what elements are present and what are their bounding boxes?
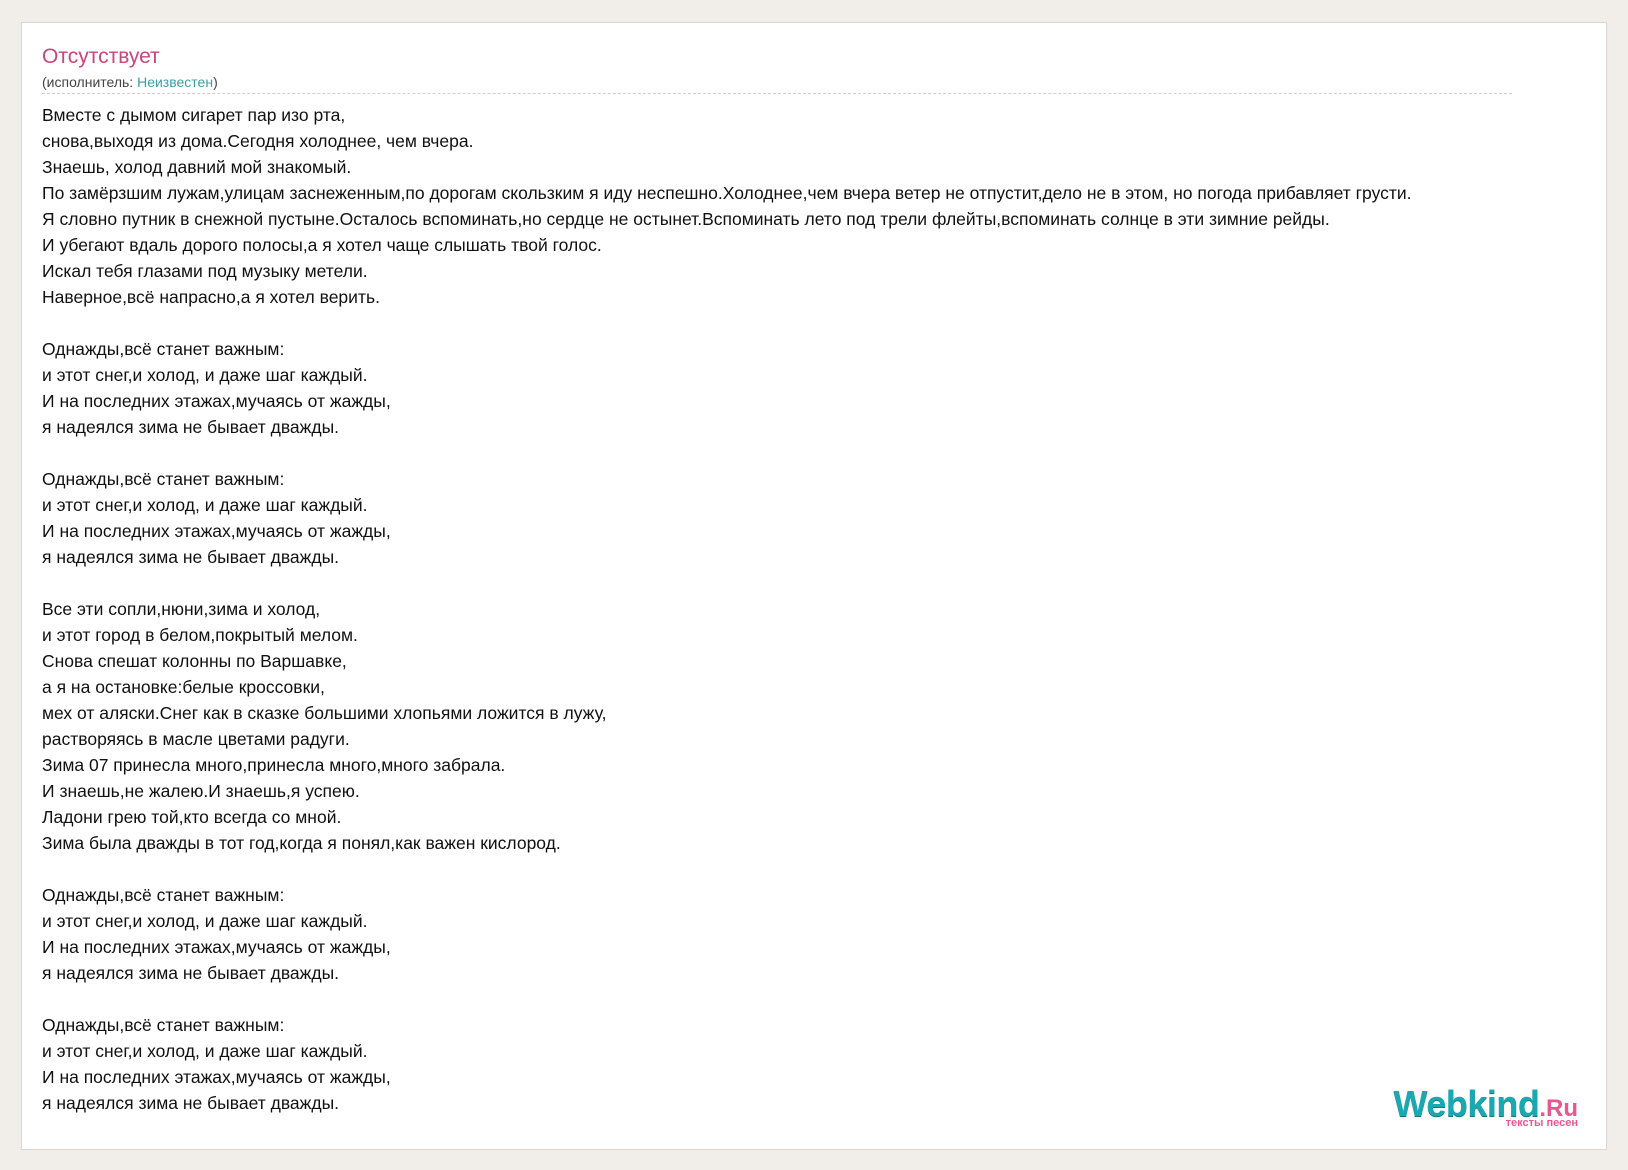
lyric-line: я надеялся зима не бывает дважды. — [42, 547, 340, 567]
lyric-line: Ладони грею той,кто всегда со мной. — [42, 807, 342, 827]
lyric-line: И убегают вдаль дорого полосы,а я хотел чаще слышать твой голос. — [42, 235, 602, 255]
song-title: Отсутствует — [42, 45, 160, 68]
lyric-line — [42, 440, 1412, 466]
artist-suffix: ) — [213, 74, 218, 90]
lyric-line: и этот снег,и холод, и даже шаг каждый. — [42, 365, 368, 385]
lyric-line: Вместе с дымом сигарет пар изо рта, — [42, 105, 346, 125]
lyric-line — [42, 986, 1412, 1012]
lyric-line: И на последних этажах,мучаясь от жажды, — [42, 391, 391, 411]
lyric-line: и этот снег,и холод, и даже шаг каждый. — [42, 911, 368, 931]
lyric-line: И на последних этажах,мучаясь от жажды, — [42, 937, 391, 957]
logo-tagline: тексты песен — [1505, 1117, 1578, 1129]
lyric-line: Однажды,всё станет важным: — [42, 1015, 285, 1035]
lyrics-text — [42, 102, 1412, 1116]
lyric-line: По замёрзшим лужам,улицам заснеженным,по дорогам скользким я иду неспешно.Холоднее,чем вчера ветер не отпустит,дело не в этом, но погода прибавляет грусти. — [42, 183, 1412, 203]
lyric-line: И на последних этажах,мучаясь от жажды, — [42, 1067, 391, 1087]
logo-brand: Webkind — [1393, 1083, 1540, 1124]
divider — [42, 93, 1512, 94]
lyric-line: я надеялся зима не бывает дважды. — [42, 963, 340, 983]
lyric-line: Однажды,всё станет важным: — [42, 469, 285, 489]
lyric-line: и этот снег,и холод, и даже шаг каждый. — [42, 1041, 368, 1061]
lyric-line: снова,выходя из дома.Сегодня холоднее, чем вчера. — [42, 131, 474, 151]
artist-prefix: (исполнитель: — [42, 74, 138, 90]
lyric-line: И на последних этажах,мучаясь от жажды, — [42, 521, 391, 541]
lyric-line: Наверное,всё напрасно,а я хотел верить. — [42, 287, 380, 307]
lyrics-card — [21, 22, 1607, 1150]
lyric-line: мех от аляски.Снег как в сказке большими хлопьями ложится в лужу, — [42, 703, 607, 723]
lyric-line: Однажды,всё станет важным: — [42, 885, 285, 905]
lyric-line — [42, 570, 1412, 596]
lyric-line: растворяясь в масле цветами радуги. — [42, 729, 350, 749]
lyric-line: я надеялся зима не бывает дважды. — [42, 417, 340, 437]
lyric-line: Снова спешат колонны по Варшавке, — [42, 651, 347, 671]
lyric-line: я надеялся зима не бывает дважды. — [42, 1093, 340, 1113]
lyric-line — [42, 310, 1412, 336]
lyric-line: Знаешь, холод давний мой знакомый. — [42, 157, 352, 177]
artist-link[interactable]: Неизвестен — [137, 74, 214, 90]
site-logo[interactable] — [1393, 1083, 1578, 1129]
lyric-line: и этот снег,и холод, и даже шаг каждый. — [42, 495, 368, 515]
lyric-line: Зима была дважды в тот год,когда я понял,как важен кислород. — [42, 833, 561, 853]
logo-tld: .Ru — [1539, 1095, 1578, 1122]
lyric-line: Зима 07 принесла много,принесла много,много забрала. — [42, 755, 506, 775]
lyric-line: и этот город в белом,покрытый мелом. — [42, 625, 358, 645]
lyric-line — [42, 856, 1412, 882]
lyric-line: Искал тебя глазами под музыку метели. — [42, 261, 368, 281]
artist-byline — [42, 74, 218, 90]
lyric-line: Все эти сопли,нюни,зима и холод, — [42, 599, 321, 619]
lyric-line: И знаешь,не жалею.И знаешь,я успею. — [42, 781, 360, 801]
lyric-line: Однажды,всё станет важным: — [42, 339, 285, 359]
lyric-line: Я словно путник в снежной пустыне.Осталось вспоминать,но сердце не остынет.Вспоминать лето под трели флейты,вспоминать солнце в эти зимние рейды. — [42, 209, 1330, 229]
lyric-line: а я на остановке:белые кроссовки, — [42, 677, 325, 697]
